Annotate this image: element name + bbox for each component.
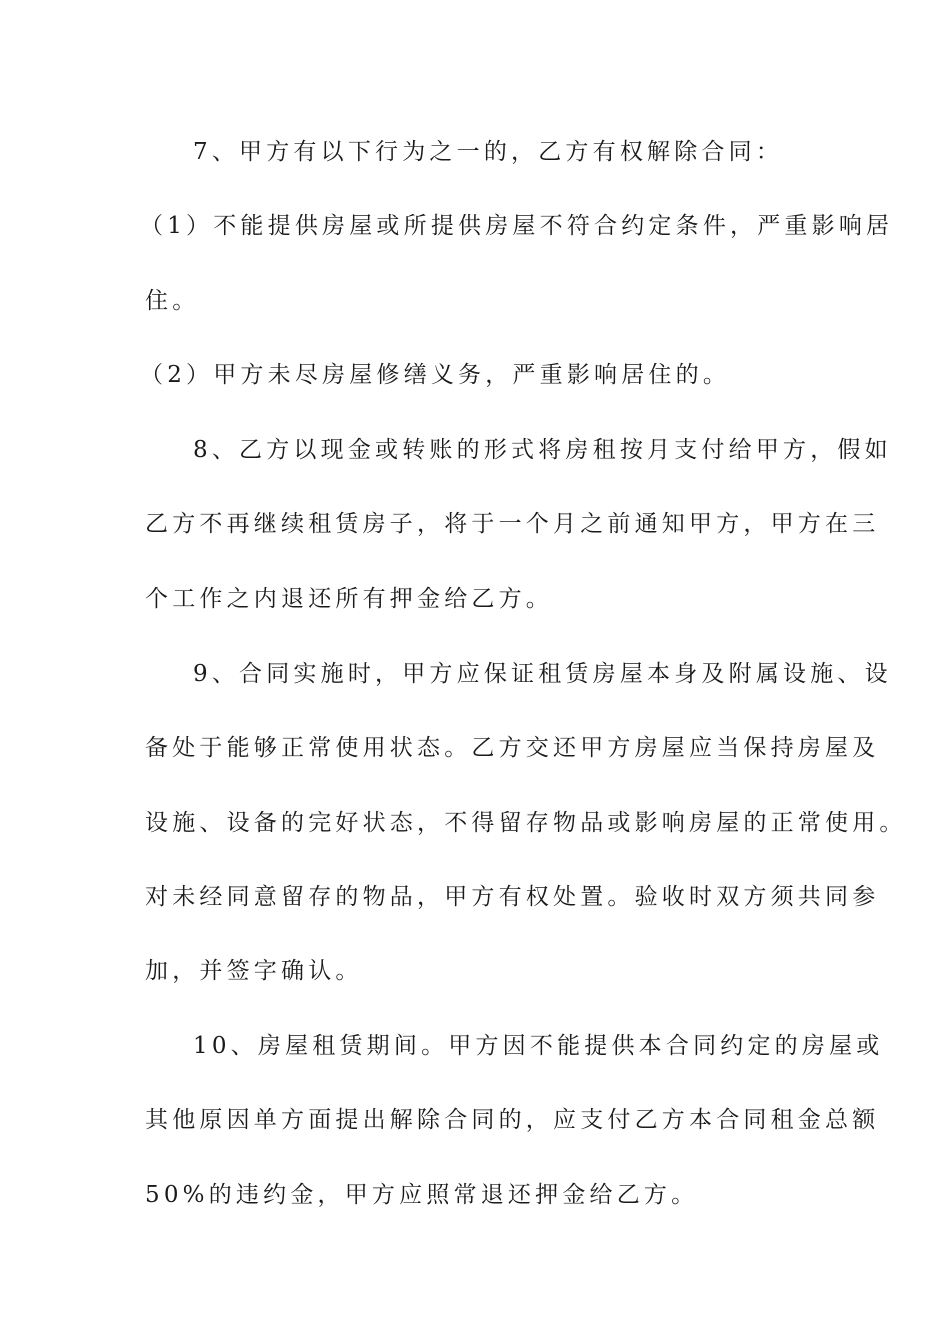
clause-10-line-2: 其他原因单方面提出解除合同的，应支付乙方本合同租金总额: [145, 1107, 880, 1133]
clause-10-line-3: 50%的违约金，甲方应照常退还押金给乙方。: [145, 1182, 699, 1208]
clause-10-line-1: 10、房屋租赁期间。甲方因不能提供本合同约定的房屋或: [193, 1033, 884, 1059]
clause-7-item-2: （2）甲方未尽房屋修缮义务，严重影响居住的。: [140, 362, 731, 388]
clause-7-item-1: （1）不能提供房屋或所提供房屋不符合约定条件，严重影响居: [140, 213, 894, 239]
clause-7-item-1-cont: 住。: [145, 288, 200, 314]
clause-9-line-1: 9、合同实施时，甲方应保证租赁房屋本身及附属设施、设: [193, 661, 892, 687]
clause-9-line-2: 备处于能够正常使用状态。乙方交还甲方房屋应当保持房屋及: [145, 735, 880, 761]
clause-9-line-4: 对未经同意留存的物品，甲方有权处置。验收时双方须共同参: [145, 884, 880, 910]
clause-9-line-5: 加，并签字确认。: [145, 958, 363, 984]
clause-8-line-1: 8、乙方以现金或转账的形式将房租按月支付给甲方，假如: [193, 437, 892, 463]
clause-7-heading: 7、甲方有以下行为之一的，乙方有权解除合同：: [193, 139, 784, 165]
clause-9-line-3: 设施、设备的完好状态，不得留存物品或影响房屋的正常使用。: [145, 810, 907, 836]
clause-8-line-2: 乙方不再继续租赁房子，将于一个月之前通知甲方，甲方在三: [145, 511, 880, 537]
clause-8-line-3: 个工作之内退还所有押金给乙方。: [145, 586, 553, 612]
